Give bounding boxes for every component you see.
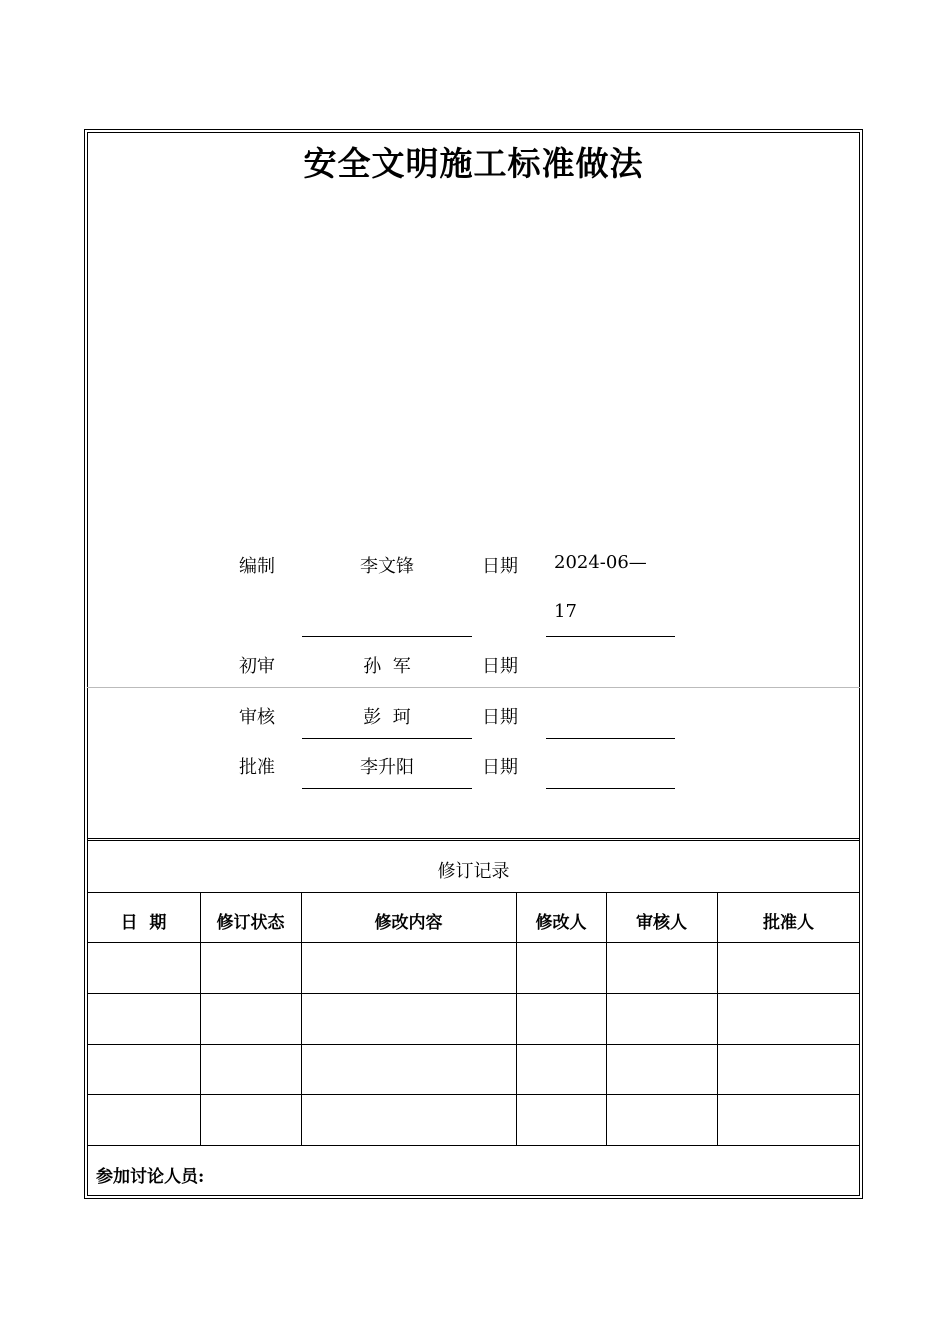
table-rule xyxy=(87,1145,860,1146)
revision-section-title: 修订记录 xyxy=(437,861,510,882)
table-rule xyxy=(87,993,860,994)
page-inner-border xyxy=(87,132,860,1196)
participants-label: 参加讨论人员: xyxy=(96,1167,205,1187)
table-rule xyxy=(87,1044,860,1045)
faint-divider xyxy=(87,687,860,688)
table-rule xyxy=(87,942,860,943)
column-header-date: 日 期 xyxy=(120,913,167,933)
column-header-content: 修改内容 xyxy=(374,913,443,933)
signer-name: 孙 军 xyxy=(363,656,411,677)
role-label: 审核 xyxy=(239,707,275,728)
date-label: 日期 xyxy=(482,707,518,728)
document-title: 安全文明施工标准做法 xyxy=(303,144,644,183)
date-value-continued: 17 xyxy=(554,601,577,622)
column-header-approver: 批准人 xyxy=(763,913,814,933)
role-label: 初审 xyxy=(239,656,275,677)
column-header-reviewer: 审核人 xyxy=(636,913,687,933)
column-header-status: 修订状态 xyxy=(216,913,285,933)
date-label: 日期 xyxy=(482,556,518,577)
role-label: 编制 xyxy=(239,556,275,577)
signer-name: 彭 珂 xyxy=(363,707,411,728)
date-line xyxy=(546,788,675,789)
double-divider xyxy=(87,838,860,841)
signature-line xyxy=(302,738,472,739)
signer-name: 李升阳 xyxy=(360,757,414,778)
date-line xyxy=(546,738,675,739)
table-rule xyxy=(87,1094,860,1095)
signer-name: 李文锋 xyxy=(360,556,414,577)
date-label: 日期 xyxy=(482,757,518,778)
column-header-modifier: 修改人 xyxy=(535,913,587,933)
signature-line xyxy=(302,788,472,789)
date-value: 2024-06— xyxy=(554,552,647,573)
table-rule xyxy=(87,892,860,893)
date-label: 日期 xyxy=(482,656,518,677)
role-label: 批准 xyxy=(239,757,275,778)
signature-line xyxy=(302,636,472,637)
date-line xyxy=(546,636,675,637)
